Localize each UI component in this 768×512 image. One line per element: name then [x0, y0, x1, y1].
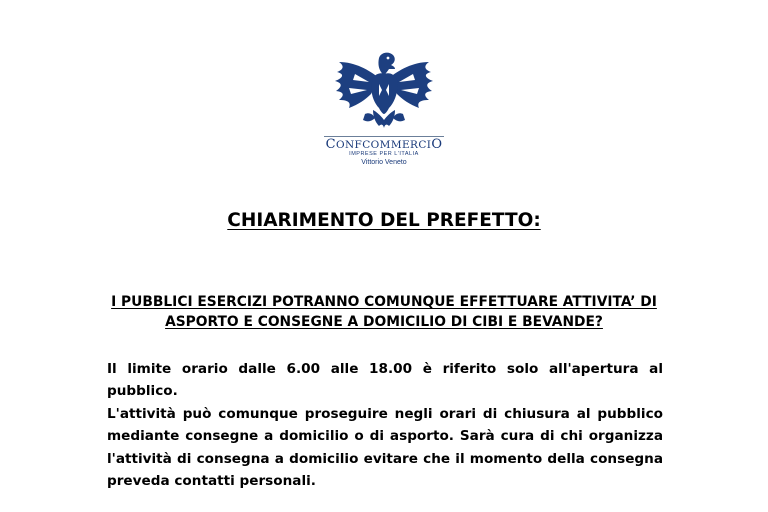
- answer-line: Il limite orario dalle 6.00 alle 18.00 è riferito solo all'apertura al pubblico.: [107, 361, 663, 400]
- page-title: CHIARIMENTO DEL PREFETTO:: [227, 210, 541, 231]
- question-line-1: I PUBBLICI ESERCIZI POTRANNO COMUNQUE EFFETTUARE ATTIVITA’ DI: [111, 294, 657, 310]
- logo-divider: [324, 136, 444, 137]
- question-line-2: ASPORTO E CONSEGNE A DOMICILIO DI CIBI E BEVANDE?: [165, 314, 603, 330]
- brand-name: CONFCOMMERCIO: [325, 137, 443, 152]
- brand-location: Vittorio Veneto: [361, 159, 407, 166]
- logo: [0, 48, 768, 167]
- answer-line: preveda contatti personali.: [107, 473, 316, 490]
- brand-tagline: IMPRESE PER L'ITALIA: [349, 151, 419, 157]
- answer-line: L'attività può comunque proseguire negli orari di chiusura al pubblico: [107, 405, 663, 422]
- question-heading: [60, 292, 708, 332]
- eagle-icon: [329, 48, 439, 134]
- answer-paragraph: [107, 358, 663, 492]
- answer-line: l'attività di consegna a domicilio evitare che il momento della consegna: [107, 450, 663, 467]
- answer-line: mediante consegne a domicilio o di asporto. Sarà cura di chi organizza: [107, 428, 663, 445]
